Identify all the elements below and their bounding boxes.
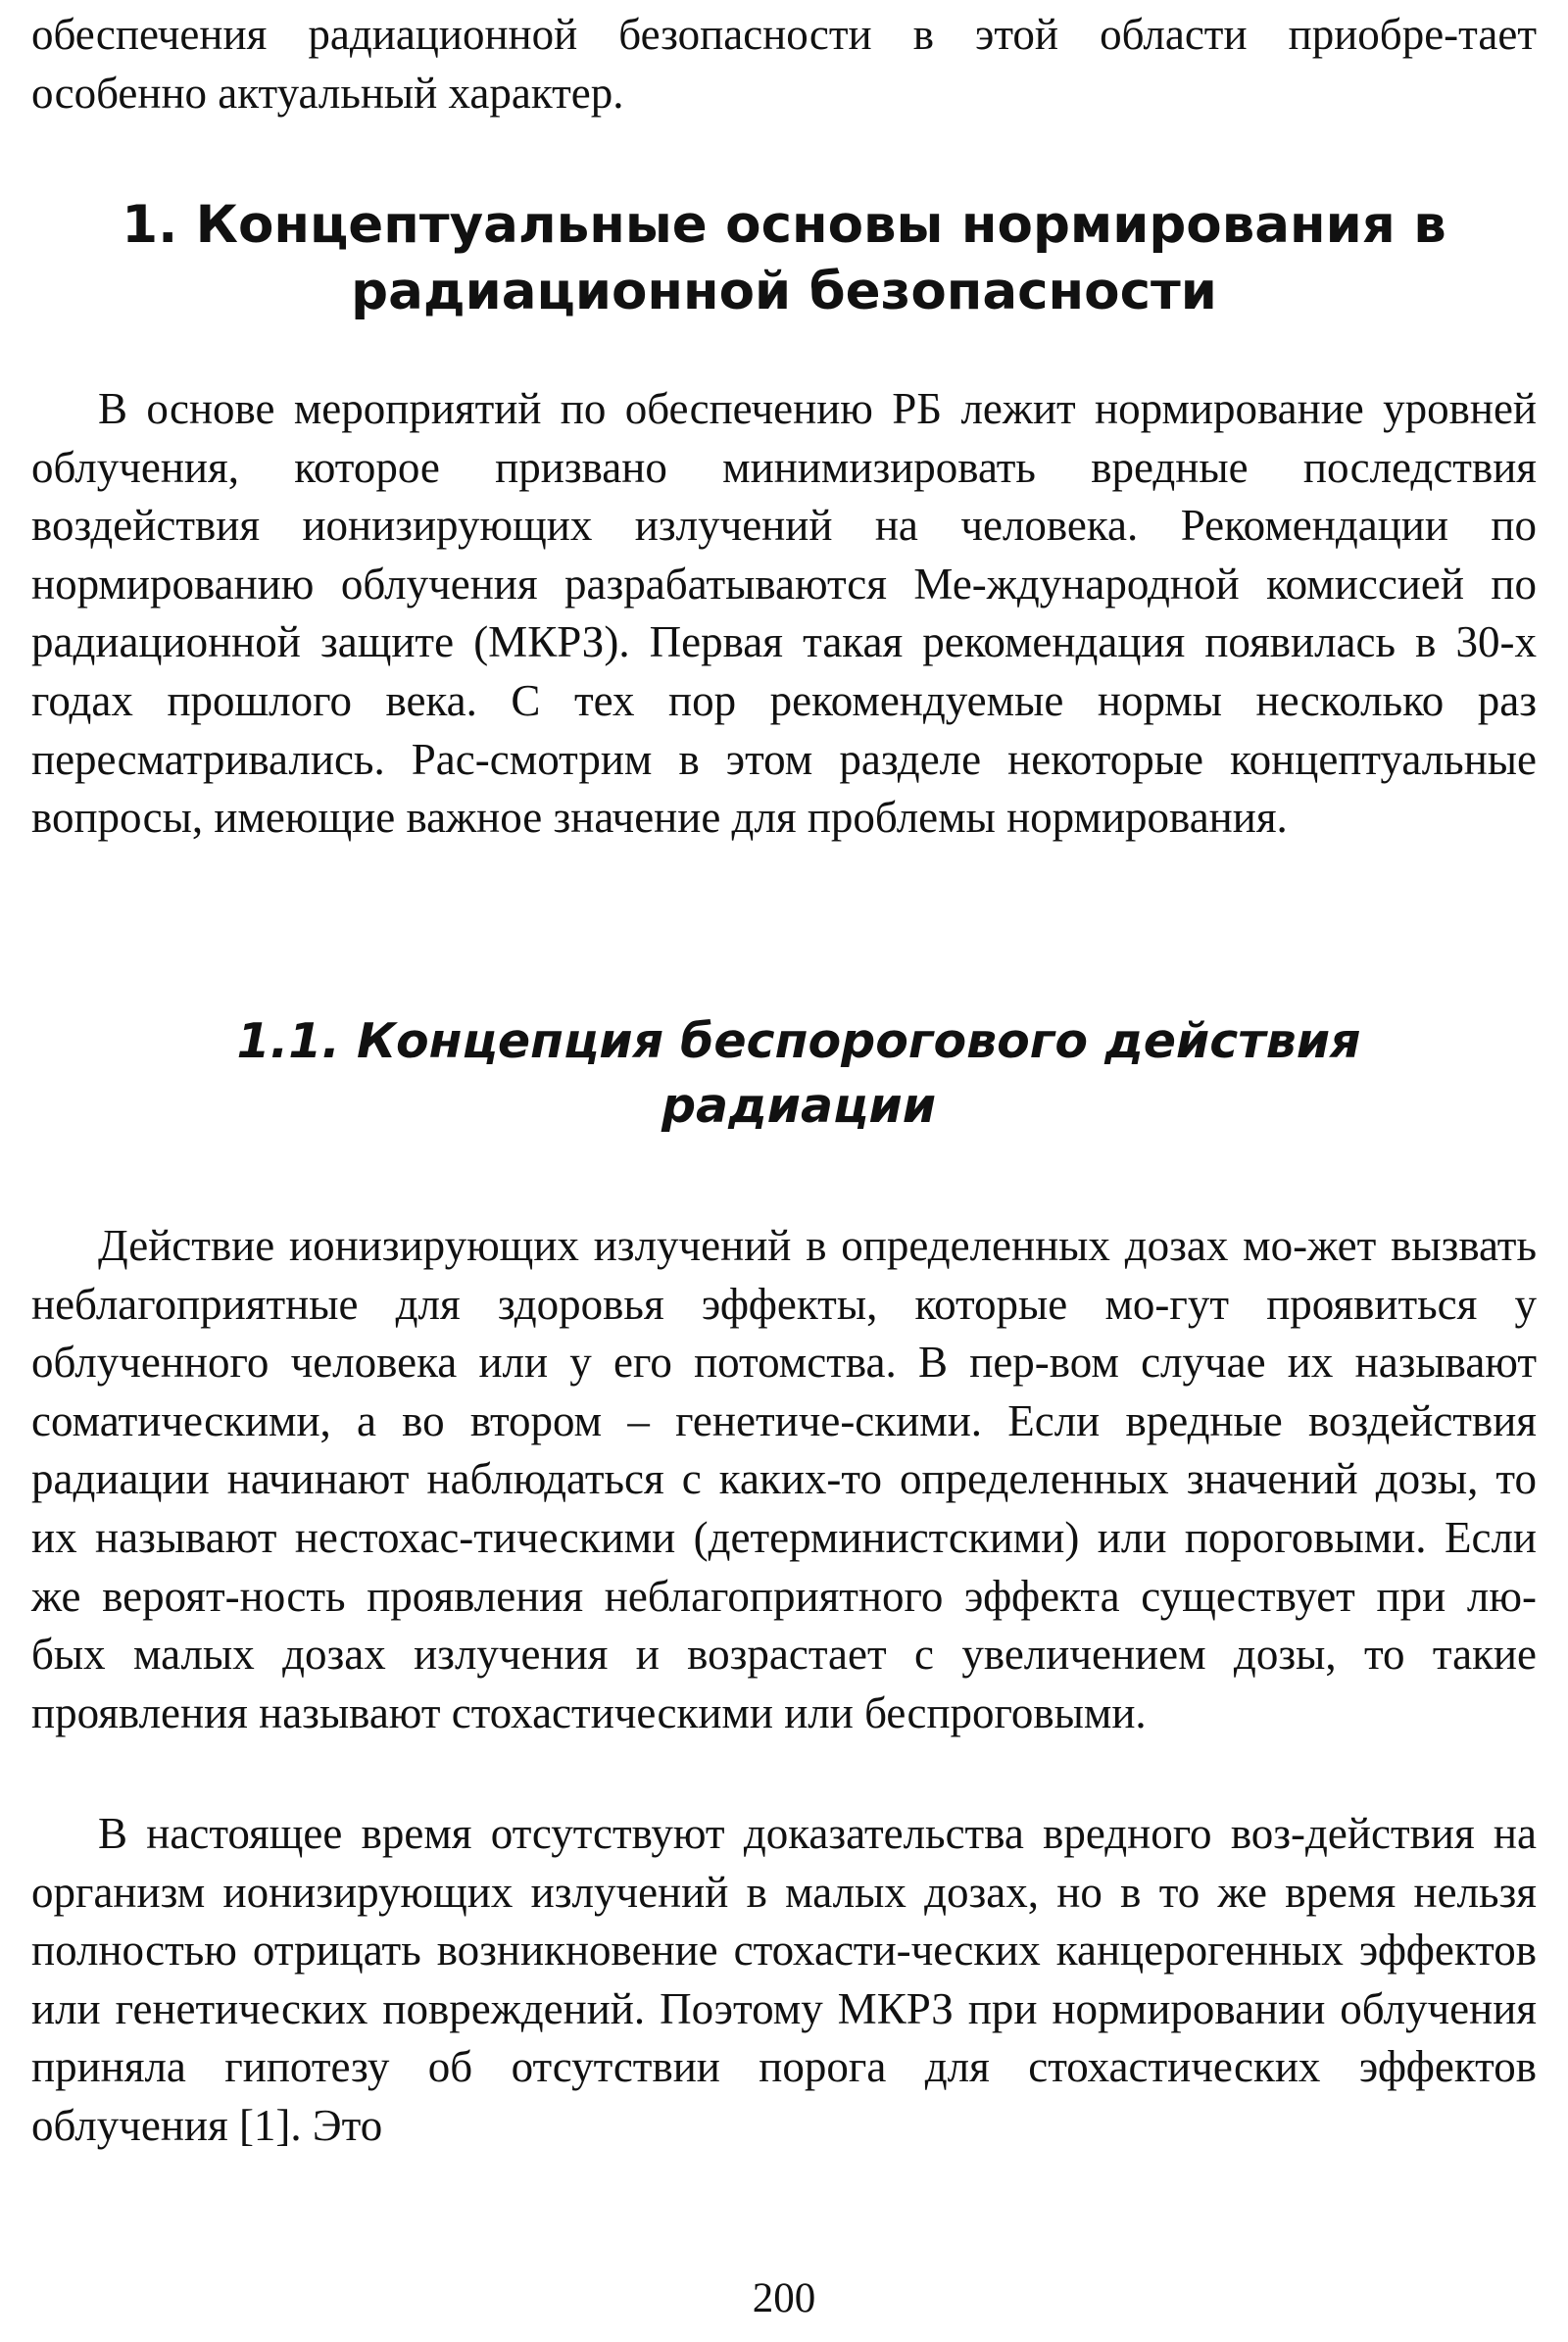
intro-paragraph bbox=[31, 380, 1537, 848]
continued-paragraph-text: обеспечения радиационной безопасности в этой области приобре-тает особенно актуальный характер. bbox=[31, 10, 1537, 118]
subsection-heading-line-1: 1.1. Концепция беспорогового действия bbox=[236, 1013, 1361, 1069]
page-number: 200 bbox=[752, 2275, 816, 2321]
body-paragraph-1 bbox=[31, 1217, 1537, 1742]
body-paragraph-1-text: Действие ионизирующих излучений в определенных дозах мо-жет вызвать неблагоприятные для здоровья эффекты, которые мо-гут проявиться у облученного человека или у его потомства. В пер-вом случае их называют соматическими, а во втором – генетиче-скими. Если вредные воздействия радиации начинают наблюдаться с каких-то определенных значений дозы, то их называют нестохас-тическими (детерминистскими) или пороговыми. Если же вероят-ность проявления неблагоприятного эффекта существует при лю-бых малых дозах излучения и возрастает с увеличением дозы, то такие проявления называют стохастическими или беспроговыми. bbox=[31, 1221, 1537, 1737]
section-heading-line-1: 1. Концептуальные основы нормирования в bbox=[122, 195, 1446, 255]
continued-paragraph bbox=[31, 6, 1537, 122]
subsection-heading bbox=[98, 1009, 1499, 1139]
body-paragraph-2 bbox=[31, 1805, 1537, 2156]
subsection-heading-line-2: радиации bbox=[661, 1078, 937, 1134]
body-paragraph-2-text: В настоящее время отсутствуют доказательства вредного воз-действия на организм ионизирующих излучений в малых дозах, но в то же время нельзя полностью отрицать возникновение стохасти-ческих канцерогенных эффектов или генетических повреждений. Поэтому МКРЗ при нормировании облучения приняла гипотезу об отсутствии порога для стохастических эффектов облучения [1]. Это bbox=[31, 1809, 1537, 2150]
section-heading-line-2: радиационной безопасности bbox=[351, 262, 1217, 321]
intro-paragraph-text: В основе мероприятий по обеспечению РБ лежит нормирование уровней облучения, которое призвано минимизировать вредные последствия воздействия ионизирующих излучений на человека. Рекомендации по нормированию облучения разрабатываются Ме-ждународной комиссией по радиационной защите (МКРЗ). Первая такая рекомендация появилась в 30-х годах прошлого века. С тех пор рекомендуемые нормы несколько раз пересматривались. Рас-смотрим в этом разделе некоторые концептуальные вопросы, имеющие важное значение для проблемы нормирования. bbox=[31, 384, 1537, 843]
section-heading bbox=[0, 192, 1568, 325]
